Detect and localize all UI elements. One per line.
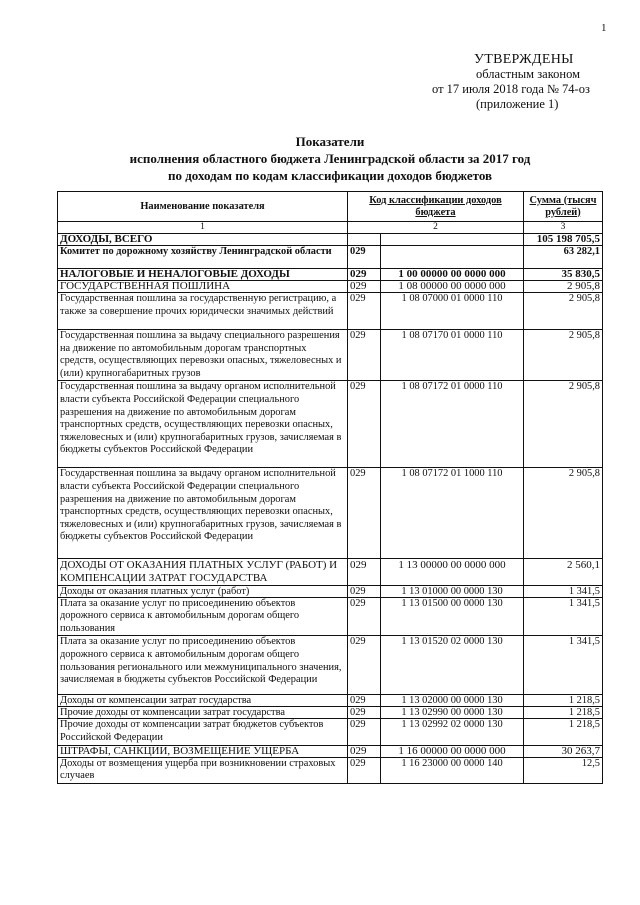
row-sum: 63 282,1 [524,246,603,269]
row-admin-code: 029 [348,745,381,757]
row-admin-code: 029 [348,707,381,719]
title-line-1: Показатели [295,134,365,149]
table-row [58,559,603,585]
table-row [58,695,603,707]
row-code: 1 08 07000 01 0000 110 [381,293,524,330]
row-admin-code: 029 [348,757,381,783]
row-code: 1 13 00000 00 0000 000 [381,559,524,585]
approval-date: от 17 июля 2018 года № 74-оз [432,82,590,96]
table-row [58,597,603,636]
row-admin-code: 029 [348,246,381,269]
row-admin-code: 029 [348,585,381,597]
row-sum: 1 341,5 [524,585,603,597]
row-name: ШТРАФЫ, САНКЦИИ, ВОЗМЕЩЕНИЕ УЩЕРБА [58,745,348,757]
row-sum: 1 341,5 [524,597,603,636]
row-code: 1 00 00000 00 0000 000 [381,269,524,281]
row-admin-code: 029 [348,293,381,330]
table-row [58,381,603,468]
row-name: Государственная пошлина за выдачу специального разрешения на движение по автомобильным дорогам транспортных средств, осуществляющих перевозки опасных, тяжеловесных и (или) крупногабаритных грузов [58,330,348,381]
column-number: 3 [524,222,603,234]
row-name: НАЛОГОВЫЕ И НЕНАЛОГОВЫЕ ДОХОДЫ [58,269,348,281]
column-number: 1 [58,222,348,234]
row-name: ДОХОДЫ, ВСЕГО [58,234,348,246]
table-row [58,719,603,745]
row-name: Доходы от компенсации затрат государства [58,695,348,707]
row-sum: 2 905,8 [524,293,603,330]
row-admin-code: 029 [348,381,381,468]
table-row [58,757,603,783]
row-admin-code: 029 [348,330,381,381]
row-sum: 12,5 [524,757,603,783]
revenue-table [57,191,603,784]
row-sum: 1 218,5 [524,719,603,745]
header-name: Наименование показателя [58,192,348,222]
row-code: 1 16 00000 00 0000 000 [381,745,524,757]
row-admin-code: 029 [348,636,381,695]
row-code: 1 13 02992 02 0000 130 [381,719,524,745]
approval-law: областным законом [476,67,581,81]
row-admin-code [348,234,381,246]
approval-stamp [400,52,615,112]
row-sum: 2 905,8 [524,381,603,468]
row-name: Плата за оказание услуг по присоединению объектов дорожного сервиса к автомобильным дорогам общего пользования регионального или межмуниципального значения, зачисляемая в бюджеты субъектов Российской Федерации [58,636,348,695]
row-name: Комитет по дорожному хозяйству Ленинградской области [58,246,348,269]
row-name: Плата за оказание услуг по присоединению объектов дорожного сервиса к автомобильным дорогам общего пользования [58,597,348,636]
row-code: 1 13 01500 00 0000 130 [381,597,524,636]
row-admin-code: 029 [348,597,381,636]
approval-title: УТВЕРЖДЕНЫ [474,52,574,67]
row-code: 1 13 01000 00 0000 130 [381,585,524,597]
row-name: ДОХОДЫ ОТ ОКАЗАНИЯ ПЛАТНЫХ УСЛУГ (РАБОТ) И КОМПЕНСАЦИИ ЗАТРАТ ГОСУДАРСТВА [58,559,348,585]
row-admin-code: 029 [348,281,381,293]
row-code [381,246,524,269]
row-name: Прочие доходы от компенсации затрат государства [58,707,348,719]
approval-appendix: (приложение 1) [476,97,559,111]
table-row [58,585,603,597]
row-sum: 1 341,5 [524,636,603,695]
table-row [58,707,603,719]
header-sum: Сумма (тысяч рублей) [524,192,603,222]
table-row [58,246,603,269]
row-name: Государственная пошлина за выдачу органом исполнительной власти субъекта Российской Федерации специального разрешения на движение по автомобильным дорогам транспортных средств, осуществляющих перевозки опасных, тяжеловесных и (или) крупногабаритных грузов, зачисляемая в бюджеты субъектов Российской Федерации [58,468,348,559]
row-code: 1 13 02990 00 0000 130 [381,707,524,719]
table-row [58,468,603,559]
row-code: 1 08 07170 01 0000 110 [381,330,524,381]
table-row [58,293,603,330]
row-name: Государственная пошлина за государственную регистрацию, а также за совершение прочих юридически значимых действий [58,293,348,330]
row-name: Государственная пошлина за выдачу органом исполнительной власти субъекта Российской Федерации специального разрешения на движение по автомобильным дорогам транспортных средств, осуществляющих перевозки опасных, тяжеловесных и (или) крупногабаритных грузов, зачисляемая в бюджеты субъектов Российской Федерации [58,381,348,468]
table-row [58,234,603,246]
row-code: 1 13 02000 00 0000 130 [381,695,524,707]
row-sum: 2 905,8 [524,281,603,293]
row-sum: 105 198 705,5 [524,234,603,246]
row-sum: 30 263,7 [524,745,603,757]
table-row [58,636,603,695]
column-number-row [58,222,603,234]
header-row [58,192,603,222]
row-code: 1 16 23000 00 0000 140 [381,757,524,783]
row-admin-code: 029 [348,269,381,281]
document-title [60,133,600,184]
row-name: Доходы от оказания платных услуг (работ) [58,585,348,597]
row-sum: 35 830,5 [524,269,603,281]
row-admin-code: 029 [348,468,381,559]
row-sum: 1 218,5 [524,707,603,719]
row-code: 1 08 00000 00 0000 000 [381,281,524,293]
row-sum: 2 905,8 [524,330,603,381]
table-row [58,281,603,293]
row-sum: 2 905,8 [524,468,603,559]
header-code: Код классификации доходов бюджета [348,192,524,222]
row-code [381,234,524,246]
row-code: 1 08 07172 01 1000 110 [381,468,524,559]
row-name: ГОСУДАРСТВЕННАЯ ПОШЛИНА [58,281,348,293]
table-row [58,745,603,757]
row-admin-code: 029 [348,695,381,707]
row-code: 1 08 07172 01 0000 110 [381,381,524,468]
title-line-3: по доходам по кодам классификации доходов бюджетов [167,168,493,183]
row-name: Прочие доходы от компенсации затрат бюджетов субъектов Российской Федерации [58,719,348,745]
table-row [58,269,603,281]
column-number: 2 [348,222,524,234]
row-sum: 2 560,1 [524,559,603,585]
row-name: Доходы от возмещения ущерба при возникновении страховых случаев [58,757,348,783]
table-row [58,330,603,381]
row-admin-code: 029 [348,719,381,745]
row-admin-code: 029 [348,559,381,585]
row-code: 1 13 01520 02 0000 130 [381,636,524,695]
page-number: 1 [601,22,607,34]
row-sum: 1 218,5 [524,695,603,707]
title-line-2: исполнения областного бюджета Ленинградской области за 2017 год [129,151,531,166]
